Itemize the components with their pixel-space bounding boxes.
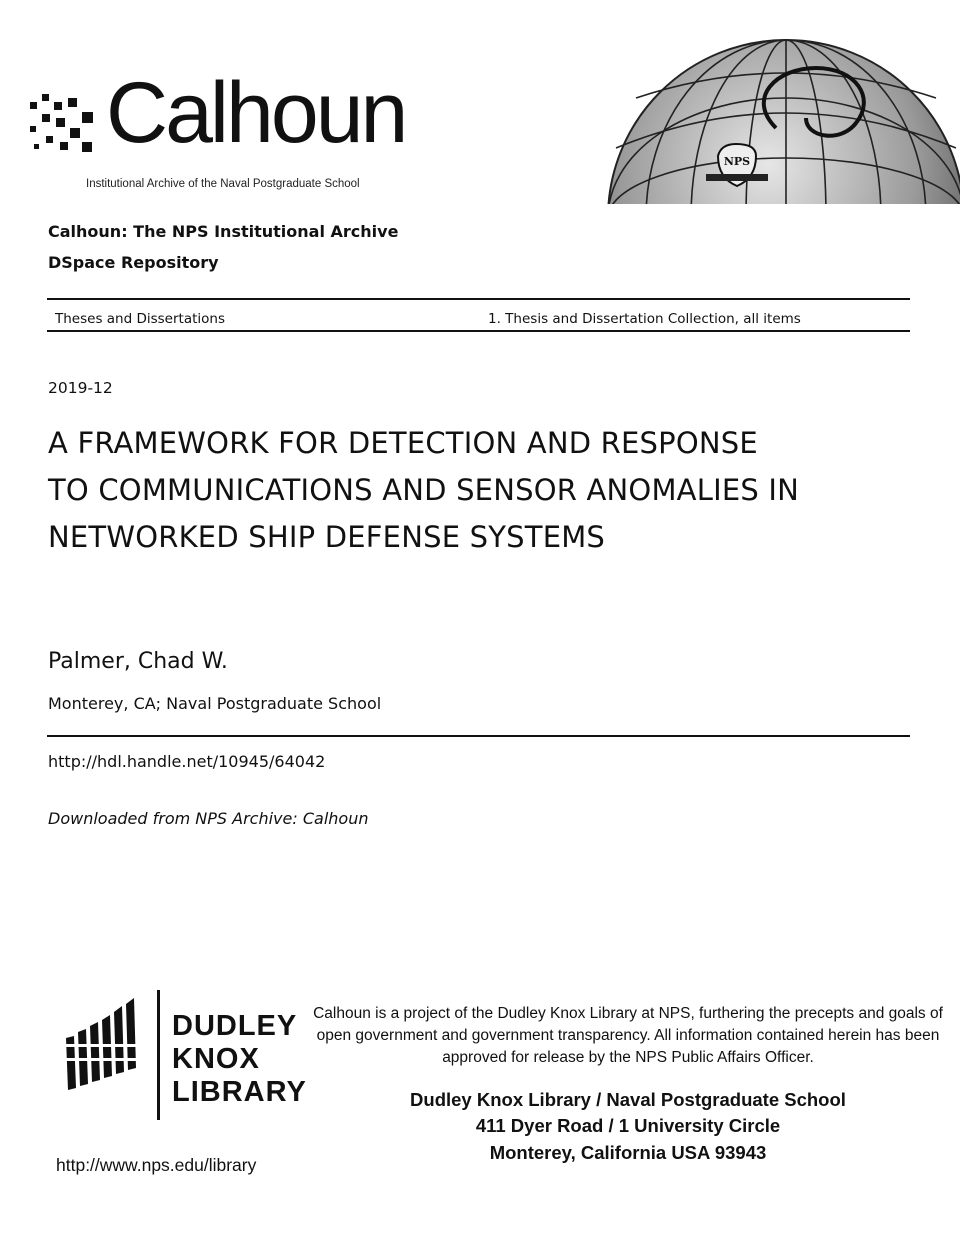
calhoun-logo xyxy=(28,65,406,198)
dudley-knox-logo xyxy=(62,990,307,1125)
library-url-link[interactable]: http://www.nps.edu/library xyxy=(56,1155,257,1175)
divider-top xyxy=(47,298,910,300)
divider-bottom xyxy=(47,330,910,332)
collection-link[interactable]: Theses and Dissertations xyxy=(55,311,225,327)
sub-collection-link[interactable]: 1. Thesis and Dissertation Collection, all items xyxy=(488,311,801,327)
library-columns-icon xyxy=(62,996,152,1096)
record-affiliation: Monterey, CA; Naval Postgraduate School xyxy=(48,694,382,713)
record-title: A FRAMEWORK FOR DETECTION AND RESPONSE TO COMMUNICATIONS AND SENSOR ANOMALIES IN NETWORKED SHIP DEFENSE SYSTEMS xyxy=(48,426,800,554)
record-date: 2019-12 xyxy=(48,379,113,397)
footer-blurb: Calhoun is a project of the Dudley Knox Library at NPS, furthering the precepts and goals of open government and government transparency. All information contained herein has been approved for release by the NPS Public Affairs Officer. xyxy=(313,1005,943,1066)
address-line-3: Monterey, California USA 93943 xyxy=(489,1142,767,1163)
pixel-dots-icon xyxy=(28,88,98,158)
handle-link[interactable]: http://hdl.handle.net/10945/64042 xyxy=(48,752,326,771)
logo-divider xyxy=(157,990,160,1120)
address-line-1: Dudley Knox Library / Naval Postgraduate School xyxy=(410,1089,846,1110)
calhoun-subtitle: Institutional Archive of the Naval Postgraduate School xyxy=(86,178,360,190)
divider-handle xyxy=(47,735,910,737)
calhoun-wordmark: Calhoun xyxy=(106,65,406,161)
nps-seal-text: NPS xyxy=(723,155,751,168)
archive-title: Calhoun: The NPS Institutional Archive xyxy=(48,222,399,241)
logo-word-dudley: DUDLEY xyxy=(172,1010,298,1042)
logo-word-knox: KNOX xyxy=(172,1043,260,1075)
logo-word-library: LIBRARY xyxy=(172,1076,307,1108)
record-author: Palmer, Chad W. xyxy=(48,649,228,674)
download-source: Downloaded from NPS Archive: Calhoun xyxy=(48,809,369,828)
globe-icon xyxy=(606,38,960,204)
address-line-2: 411 Dyer Road / 1 University Circle xyxy=(475,1115,781,1136)
repository-title: DSpace Repository xyxy=(48,253,219,272)
